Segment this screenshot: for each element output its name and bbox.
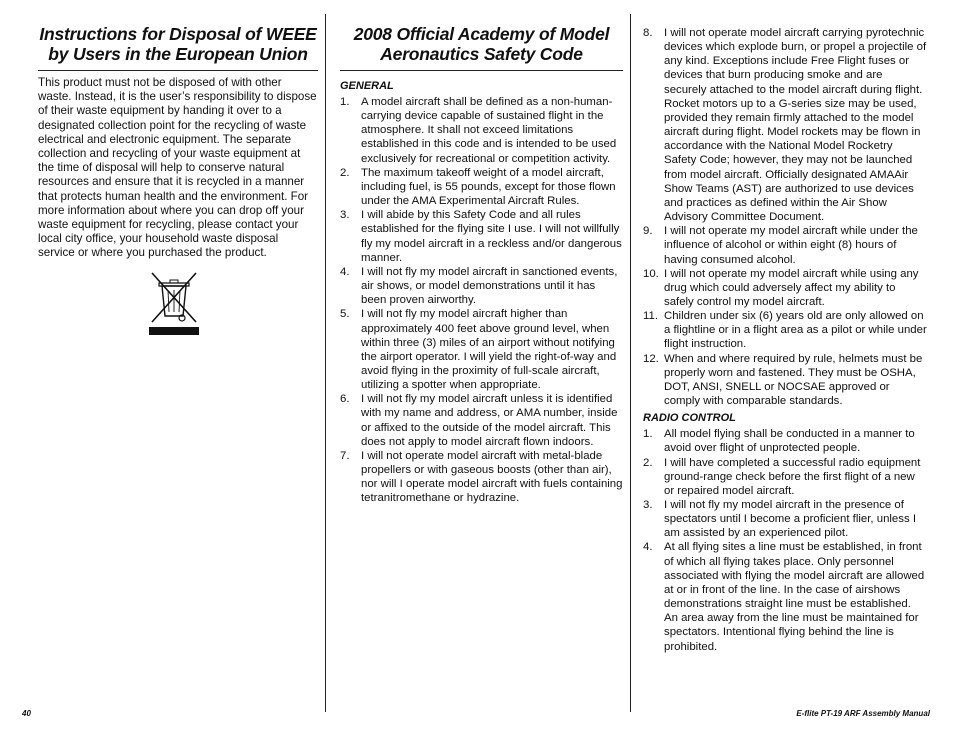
list-item: 4. I will not fly my model aircraft in sanctioned events, air shows, or model demonstrations until it has been proven airworthy. — [340, 265, 618, 307]
ama-safety-title: 2008 Official Academy of Model Aeronautics Safety Code — [340, 24, 623, 71]
general-list-continued — [643, 26, 927, 408]
radio-control-heading: RADIO CONTROL — [643, 412, 736, 425]
list-item: 7. I will not operate model aircraft with metal-blade propellers or with gaseous boosts (other than air), nor will I operate model aircraft with fuels containing tetranitromethane or hydrazine. — [340, 449, 623, 505]
list-item: 2. The maximum takeoff weight of a model aircraft, including fuel, is 55 pounds, except for those flown under the AMA Experimental Aircraft Rules. — [340, 166, 616, 208]
list-item: 8. I will not operate model aircraft carrying pyrotechnic devices which explode burn, or propel a projectile of any kind. Exceptions include Free Flight fuses or devices that burn producing smoke and are securely attached to the model aircraft during flight. Rocket motors up to a G-series size may be used, provided they remain firmly attached to the model aircraft during flight. Model rockets may be flown in accordance with the National Model Rocketry Safety Code; however, they may not be launched from model aircraft. Officially designated AMAAir Show Teams (AST) are authorized to use devices and practices as defined within the Air Show Advisory Committee Document. — [643, 27, 927, 224]
list-item: 6. I will not fly my model aircraft unless it is identified with my name and address, or AMA number, inside or affixed to the outside of the model aircraft. This does not apply to model aircraft flown indoors. — [340, 393, 618, 448]
list-item: 3. I will abide by this Safety Code and all rules established for the flying site I use. I will not willfully fly my model aircraft in a reckless and/or dangerous manner. — [340, 209, 622, 264]
list-item: 5. I will not fly my model aircraft higher than approximately 400 feet above ground level, when within three (3) miles of an airport without notifying the airport operator. I will yield the right-of-way and avoid flying in the proximity of full-scale aircraft, utilizing a spotter when appropriate. — [340, 308, 617, 392]
general-heading: GENERAL — [340, 80, 394, 92]
list-item: 1. All model flying shall be conducted in a manner to avoid over flight of unprotected people. — [643, 428, 915, 455]
list-item: 4. At all flying sites a line must be established, in front of which all flying takes place. Only personnel associated with flying the model aircraft are allowed at or in front of the line. In the case of airshows demonstrations straight line must be established. An area away from the line must be maintained for spectators. Intentional flying behind the line is prohibited. — [643, 541, 925, 653]
manual-title: E-flite PT-19 ARF Assembly Manual — [796, 709, 930, 718]
list-item: 10. I will not operate my model aircraft while using any drug which could adversely affect my ability to safely control my model aircraft. — [643, 267, 919, 308]
list-item: 1. A model aircraft shall be defined as a non-human-carrying device capable of sustained flight in the atmosphere. It shall not exceed limitations established in this code and is intended to be used exclusively for recreational or competition activity. — [340, 96, 617, 165]
list-item: 11. Children under six (6) years old are only allowed on a flightline or in a flight area as a pilot or while under flight instruction. — [643, 310, 927, 351]
weee-title: Instructions for Disposal of WEEE by Users in the European Union — [38, 24, 318, 71]
page-number: 40 — [22, 709, 31, 718]
column-divider — [325, 14, 326, 712]
list-item: 2. I will have completed a successful radio equipment ground-range check before the first flight of a new or repaired model aircraft. — [643, 456, 921, 497]
weee-body: This product must not be disposed of with other waste. Instead, it is the user’s responsibility to dispose of their waste equipment by handing it over to a designated collection point for the recycling of waste electrical and electronic equipment. The separate collection and recycling of your waste equipment at the time of disposal will help to conserve natural resources and ensure that it is recycled in a manner that protects human health and the environment. For more information about where you can drop off your waste equipment for recycling, please contact your local city office, your household waste disposal service or where you purchased the product. — [38, 76, 317, 260]
crossed-out-wheelie-bin-icon — [148, 270, 200, 336]
list-item: 3. I will not fly my model aircraft in the presence of spectators until I become a proficient flier, unless I am assisted by an experienced pilot. — [643, 499, 916, 540]
general-list — [340, 95, 623, 506]
list-item: 9. I will not operate my model aircraft while under the influence of alcohol or within eight (8) hours of having consumed alcohol. — [643, 225, 918, 266]
radio-control-list — [643, 427, 927, 654]
list-item: 12. When and where required by rule, helmets must be properly worn and fastened. They must be OSHA, DOT, ANSI, SNELL or NOCSAE approved or comply with comparable standards. — [643, 352, 923, 408]
ama-safety-code-column — [340, 24, 623, 506]
ama-safety-code-continued-column — [643, 26, 927, 654]
column-divider — [630, 14, 631, 712]
weee-column — [38, 24, 318, 261]
